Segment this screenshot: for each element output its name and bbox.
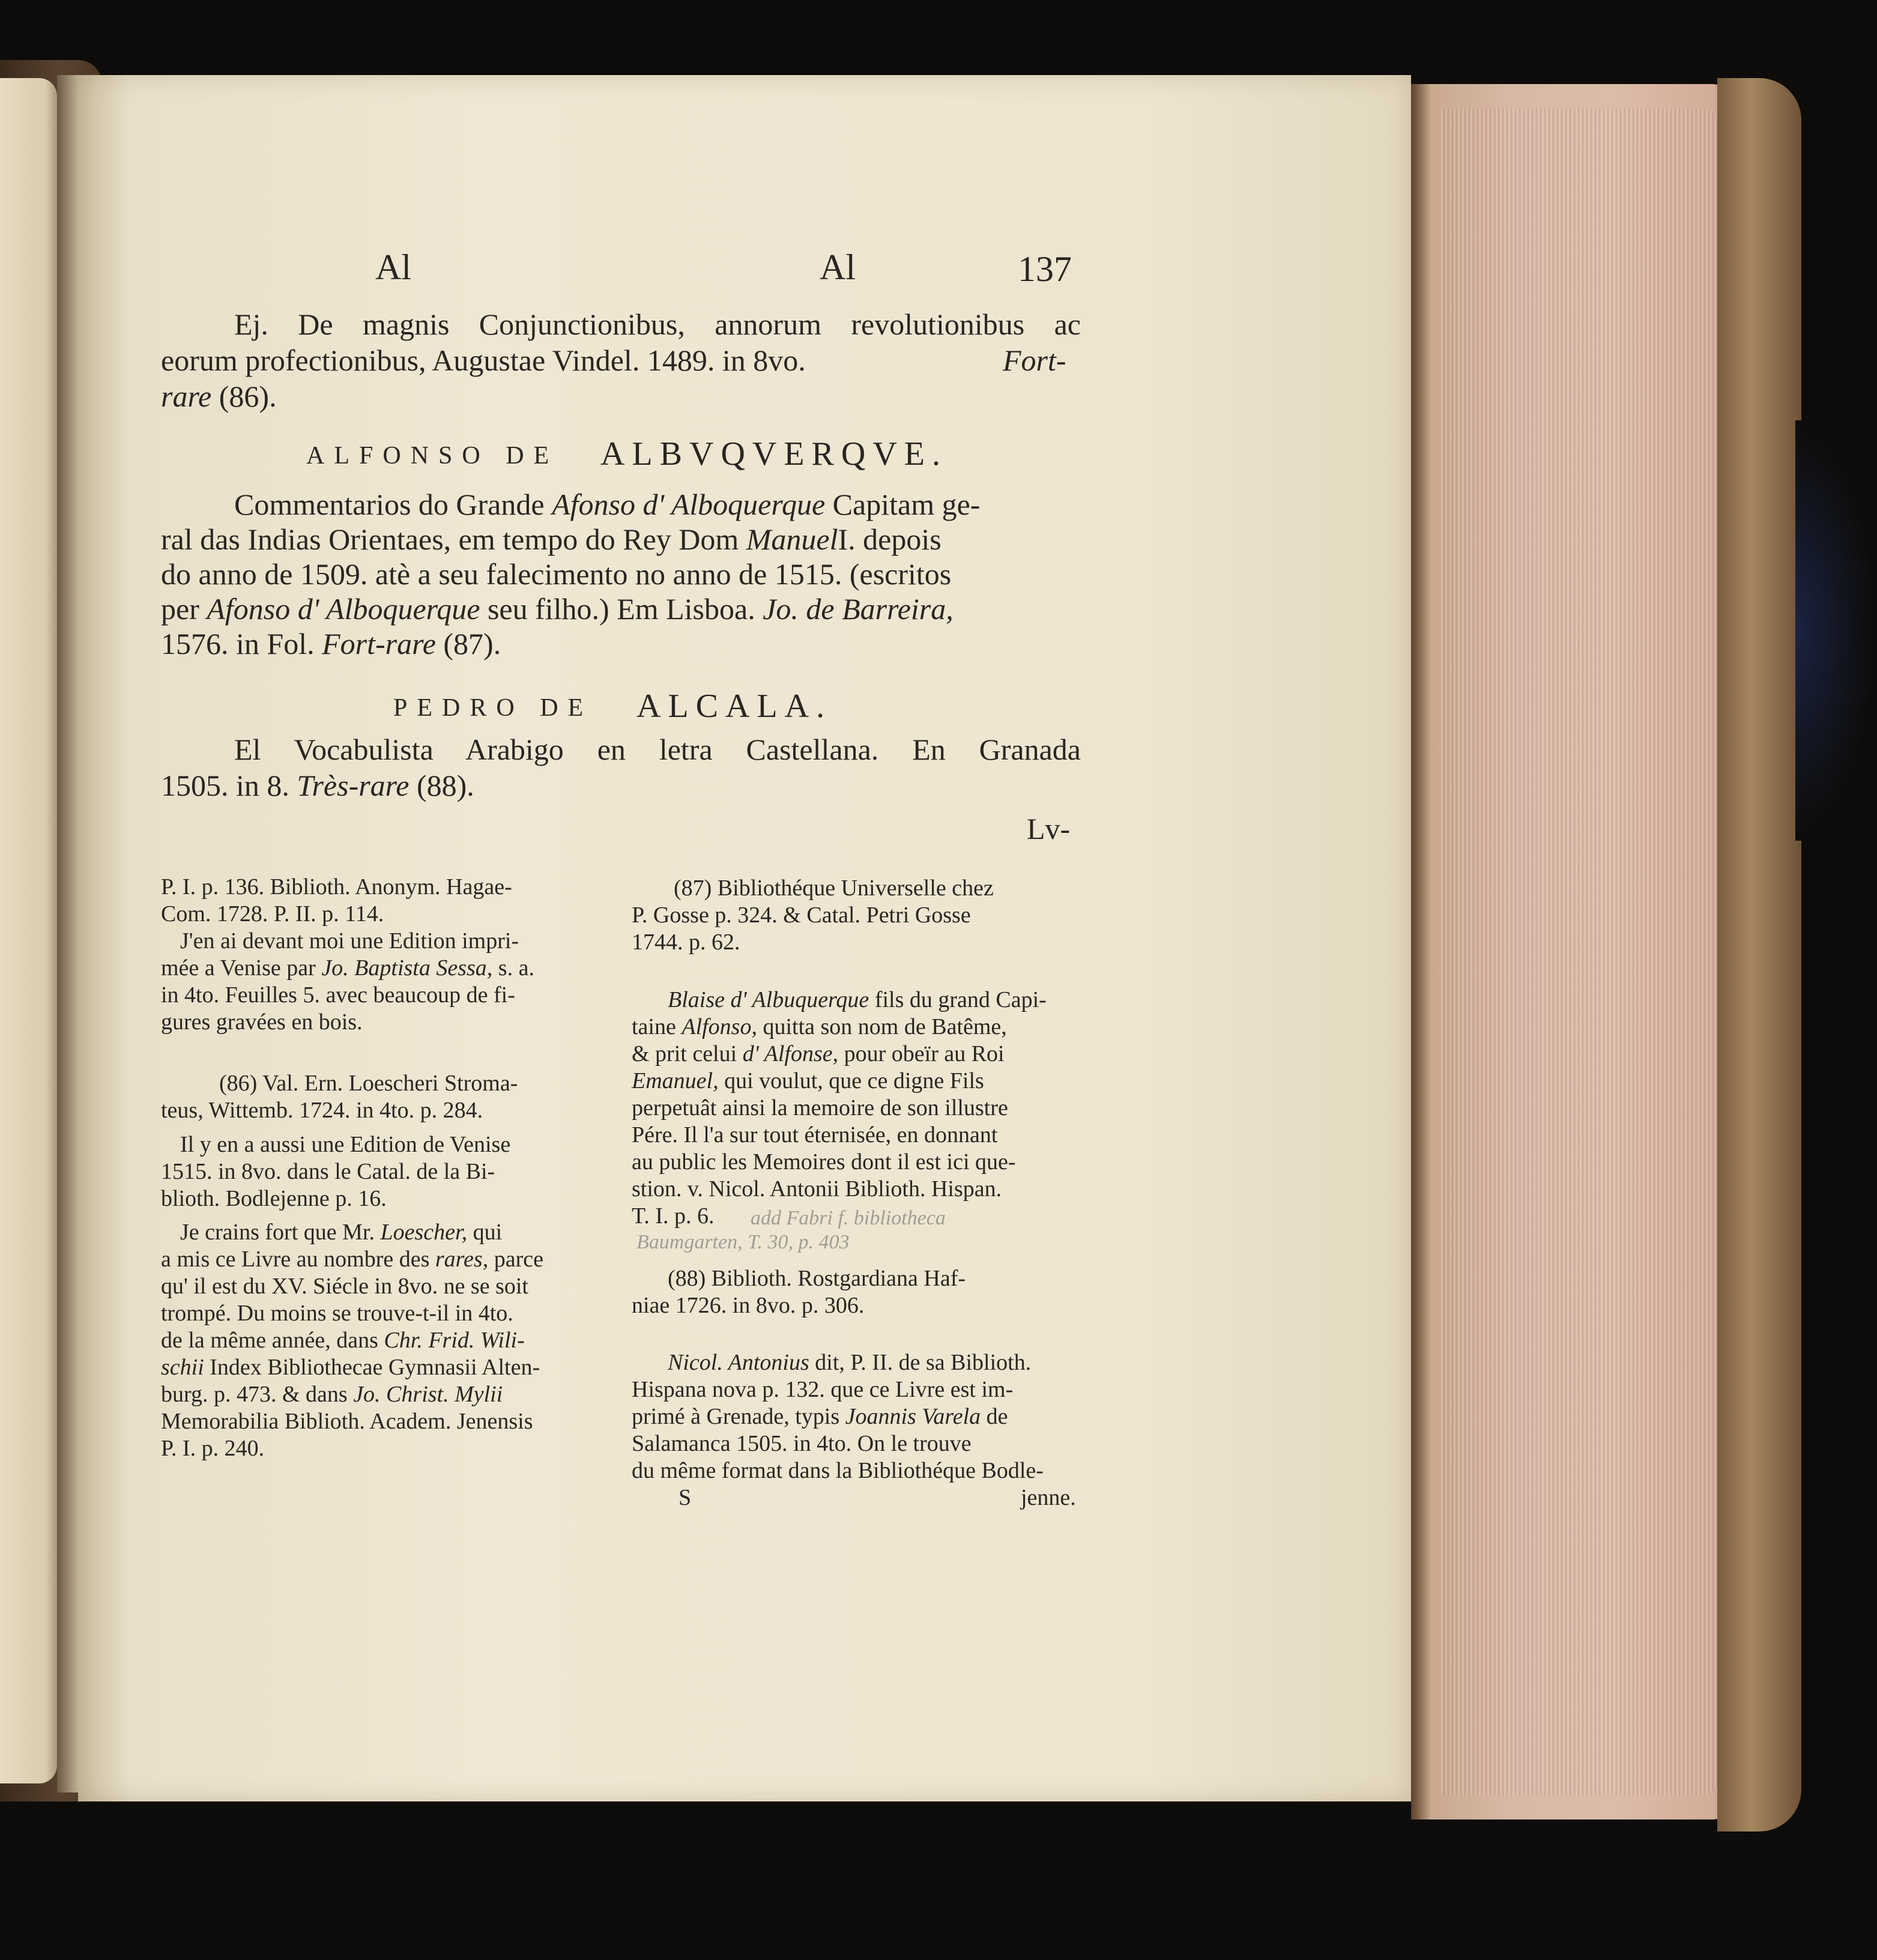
note-left-line: mée a Venise par Jo. Baptista Sessa, s. a. (161, 955, 534, 981)
note-left-line: trompé. Du moins se trouve-t-il in 4to. (161, 1301, 513, 1326)
note-left-line: de la même année, dans Chr. Frid. Wili- (161, 1328, 525, 1353)
albuquerque-line-1: Commentarios do Grande Afonso d' Alboquerque Capitam ge- (234, 488, 981, 521)
header-center: Al (820, 247, 856, 287)
note-right-line: (88) Biblioth. Rostgardiana Haf- (668, 1266, 966, 1291)
heading-albuquerque-name: ALBVQVERQVE. (600, 435, 948, 473)
note-right-line: & prit celui d' Alfonse, pour obeïr au Roi (632, 1041, 1005, 1066)
note-right-line: taine Alfonso, quitta son nom de Batême, (632, 1014, 1007, 1039)
heading-alcala-name: ALCALA. (636, 688, 832, 725)
heading-alcala-smallcaps: PEDRO DE (393, 694, 593, 722)
note-right-line: 1744. p. 62. (632, 930, 740, 955)
note-left-line: Com. 1728. P. II. p. 114. (161, 901, 384, 927)
note-left-line: (86) Val. Ern. Loescheri Stroma- (219, 1071, 518, 1096)
catchword: Lv- (1027, 812, 1071, 845)
note-left-line: Je crains fort que Mr. Loescher, qui (180, 1220, 503, 1245)
note-left-line: Il y en a aussi une Edition de Venise (180, 1132, 511, 1157)
ej-line-2: eorum profectionibus, Augustae Vindel. 1489. in 8vo. (161, 343, 806, 377)
note-left-line: in 4to. Feuilles 5. avec beaucoup de fi- (161, 982, 515, 1008)
alcala-line-1: El Vocabulista Arabigo en letra Castellana. En Granada (234, 733, 1081, 766)
note-right-line: Salamanca 1505. in 4to. On le trouve (632, 1431, 972, 1456)
note-right-line: Pére. Il l'a sur tout éternisée, en donnant (632, 1122, 998, 1148)
note-right-line: au public les Memoires dont il est ici que- (632, 1149, 1016, 1175)
header-left: Al (375, 247, 411, 287)
note-left-line: 1515. in 8vo. dans le Catal. de la Bi- (161, 1159, 495, 1184)
ej-line-3: rare (86). (161, 380, 277, 413)
alcala-line-2: 1505. in 8. Très-rare (88). (161, 769, 474, 802)
note-right-line: du même format dans la Bibliothéque Bodle- (632, 1458, 1044, 1483)
albuquerque-line-3: do anno de 1509. atè a seu falecimento no anno de 1515. (escritos (161, 557, 952, 591)
ej-line-2-fort: Fort- (1003, 343, 1066, 377)
note-left-line: gures gravées en bois. (161, 1009, 363, 1035)
ej-line-1: Ej. De magnis Conjunctionibus, annorum revolutionibus ac (234, 307, 1081, 341)
note-right-line: Blaise d' Albuquerque fils du grand Capi- (668, 987, 1047, 1012)
background-shadow (1795, 420, 1877, 841)
note-left-line: P. I. p. 136. Biblioth. Anonym. Hagae- (161, 874, 512, 900)
note-left-line: burg. p. 473. & dans Jo. Christ. Mylii (161, 1382, 503, 1407)
signature-mark: S (679, 1485, 692, 1510)
page-number: 137 (1018, 249, 1072, 289)
albuquerque-line-4: per Afonso d' Alboquerque seu filho.) Em Lisboa. Jo. de Barreira, (161, 592, 954, 626)
note-left-line: blioth. Bodlejenne p. 16. (161, 1186, 387, 1211)
heading-albuquerque-smallcaps: ALFONSO DE (306, 442, 559, 470)
note-right-line: primé à Grenade, typis Joannis Varela de (632, 1404, 1008, 1429)
left-page-edge (0, 78, 57, 1783)
note-right-line: Hispana nova p. 132. que ce Livre est im- (632, 1377, 1014, 1402)
note-left-line: schii Index Bibliothecae Gymnasii Alten- (161, 1355, 540, 1380)
note-right-line: stion. v. Nicol. Antonii Biblioth. Hispan. (632, 1176, 1002, 1202)
albuquerque-line-5: 1576. in Fol. Fort-rare (87). (161, 627, 501, 661)
note-left-line: teus, Wittemb. 1724. in 4to. p. 284. (161, 1098, 483, 1123)
note-left-line: P. I. p. 240. (161, 1436, 265, 1461)
note-right-line: P. Gosse p. 324. & Catal. Petri Gosse (632, 903, 971, 928)
gutter (57, 75, 81, 1792)
note-left-line: a mis ce Livre au nombre des rares, parce (161, 1247, 543, 1272)
right-cover (1717, 78, 1801, 1831)
note-right-line: Emanuel, qui voulut, que ce digne Fils (632, 1068, 984, 1093)
note-right-line: niae 1726. in 8vo. p. 306. (632, 1293, 865, 1318)
note-right-catchword: jenne. (1021, 1485, 1076, 1510)
note-right-line: (87) Bibliothéque Universelle chez (674, 876, 994, 901)
note-right-line: T. I. p. 6. (632, 1203, 715, 1229)
pencil-annotation-line-2: Baumgarten, T. 30, p. 403 (636, 1231, 850, 1253)
fore-edge-pages (1441, 108, 1723, 1795)
pencil-annotation-line-1: add Fabri f. bibliotheca (751, 1207, 946, 1229)
note-left-line: qu' il est du XV. Siécle in 8vo. ne se soit (161, 1274, 528, 1299)
albuquerque-line-2: ral das Indias Orientaes, em tempo do Rey Dom ManuelI. depois (161, 522, 942, 556)
note-right-line: perpetuât ainsi la memoire de son illustre (632, 1095, 1008, 1121)
note-right-line: Nicol. Antonius dit, P. II. de sa Biblioth. (668, 1350, 1032, 1375)
note-left-line: J'en ai devant moi une Edition impri- (180, 928, 519, 954)
note-left-line: Memorabilia Biblioth. Academ. Jenensis (161, 1409, 533, 1434)
